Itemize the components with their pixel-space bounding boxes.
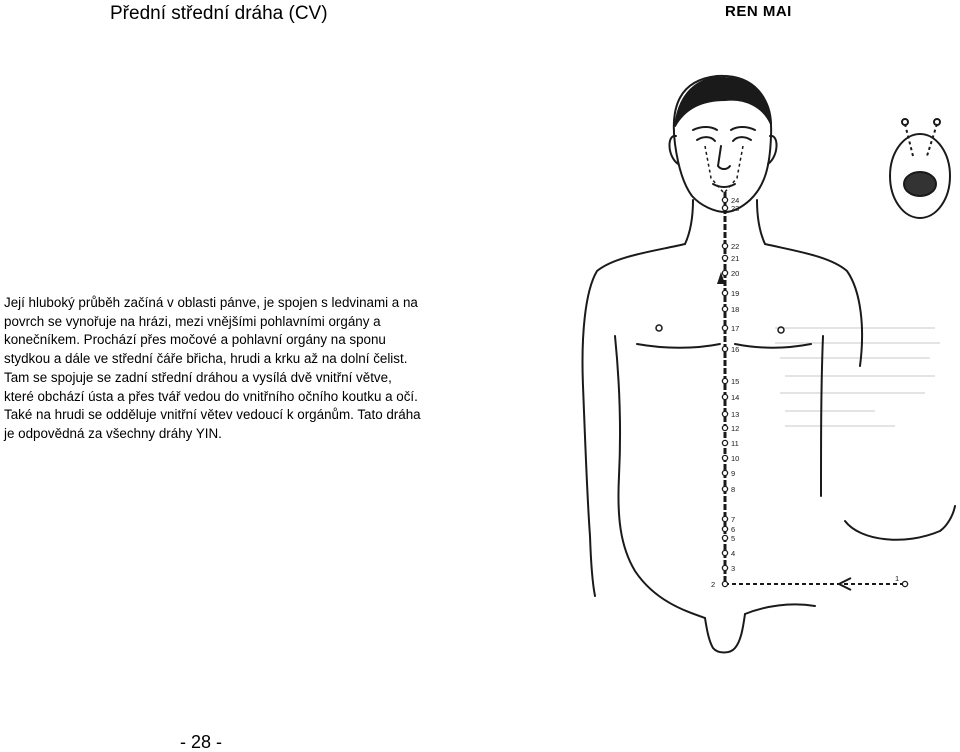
acupoint-label-13: 13 [731,410,740,419]
acupoint-label-14: 14 [731,393,740,402]
acupoint-label-7: 7 [731,515,736,524]
acupoint-label-19: 19 [731,289,740,298]
acupoint-14 [722,394,727,399]
acupoint-17 [722,325,727,330]
acupoint-24 [722,197,727,202]
nose [718,146,730,169]
acupoint-label-11: 11 [731,439,739,448]
acupoint-10 [722,455,727,460]
acupoint-label-9: 9 [731,469,736,478]
acupoint-8 [722,486,727,491]
left-eye [697,137,715,141]
right-thigh [745,604,815,614]
page-title: Přední střední dráha (CV) [110,3,328,24]
acupoint-16 [722,346,727,351]
acupoint-label-1: 1 [895,574,900,583]
acupoint-9 [722,470,727,475]
acupoint-3 [722,565,727,570]
acupoint-19 [722,290,727,295]
bleed-through-lines [775,328,940,426]
acupoint-7 [722,516,727,521]
acupoint-20 [722,270,727,275]
description-text [4,294,424,444]
left-brow [693,127,717,130]
left-torso [615,336,705,618]
acupoint-label-6: 6 [731,525,736,534]
mouth-inset [890,119,950,218]
acupoint-11 [722,440,727,445]
acupoint-22 [722,243,727,248]
acupoint-label-17: 17 [731,324,740,333]
acupoint-label-23: 23 [731,204,740,213]
left-shoulder-arm [583,244,685,596]
acupoint-12 [722,425,727,430]
acupoint-label-22: 22 [731,242,740,251]
acupoint-label-5: 5 [731,534,736,543]
chest-line [637,344,720,348]
page-number: - 28 - [180,732,223,752]
acupoint-1 [902,581,907,586]
right-torso [821,336,823,496]
acupoint-23 [722,205,727,210]
acupoint-18 [722,306,727,311]
chest-line-right [735,344,811,348]
neck-left [685,200,693,244]
neck-right [757,200,765,244]
acupoint-label-18: 18 [731,305,740,314]
acupoint-label-2: 2 [711,580,716,589]
meridian-code: REN MAI [725,3,792,20]
acupoint-2 [722,581,727,586]
mouth [713,184,735,187]
acupoint-6 [722,526,727,531]
acupoint-15 [722,378,727,383]
acupoint-label-21: 21 [731,254,740,263]
description-paragraph-2: Tam se spojuje se zadní střední dráhou a vysílá dvě vnitřní větve, které obchází ústa a přes tvář vedou do vnitřního očního koutku a očí. Také na hrudi se odděluje vnitřní větev vedoucí k orgánům. Tato dráha je odpovědná za všechny dráhy YIN. [4,369,421,441]
perineum-inset [845,506,955,540]
acupoint-label-10: 10 [731,454,740,463]
acupoint-13 [722,411,727,416]
right-eye [733,137,751,141]
acupoint-label-20: 20 [731,269,740,278]
acupoint-label-24: 24 [731,196,740,205]
nipples [656,325,784,333]
acupoint-4 [722,550,727,555]
acupoint-label-16: 16 [731,345,740,354]
acupoint-label-8: 8 [731,485,736,494]
right-brow [731,127,755,130]
description-paragraph-1: Její hluboký průběh začíná v oblasti pánve, je spojen s ledvinami a na povrch se vynořuje na hrázi, mezi vnějšími pohlavními orgány a konečníkem. Prochází přes močové a pohlavní orgány na sponu stydkou a dále ve střední čáře břicha, hrudi a krku až na dolní čelist. [4,295,418,367]
acupoint-label-3: 3 [731,564,736,573]
acupoint-label-15: 15 [731,377,740,386]
acupoint-21 [722,255,727,260]
left-nipple [656,325,662,331]
groin [705,614,745,653]
meridian-figure [575,66,960,666]
acupoint-label-12: 12 [731,424,740,433]
acupoint-label-4: 4 [731,549,736,558]
acupoint-5 [722,535,727,540]
